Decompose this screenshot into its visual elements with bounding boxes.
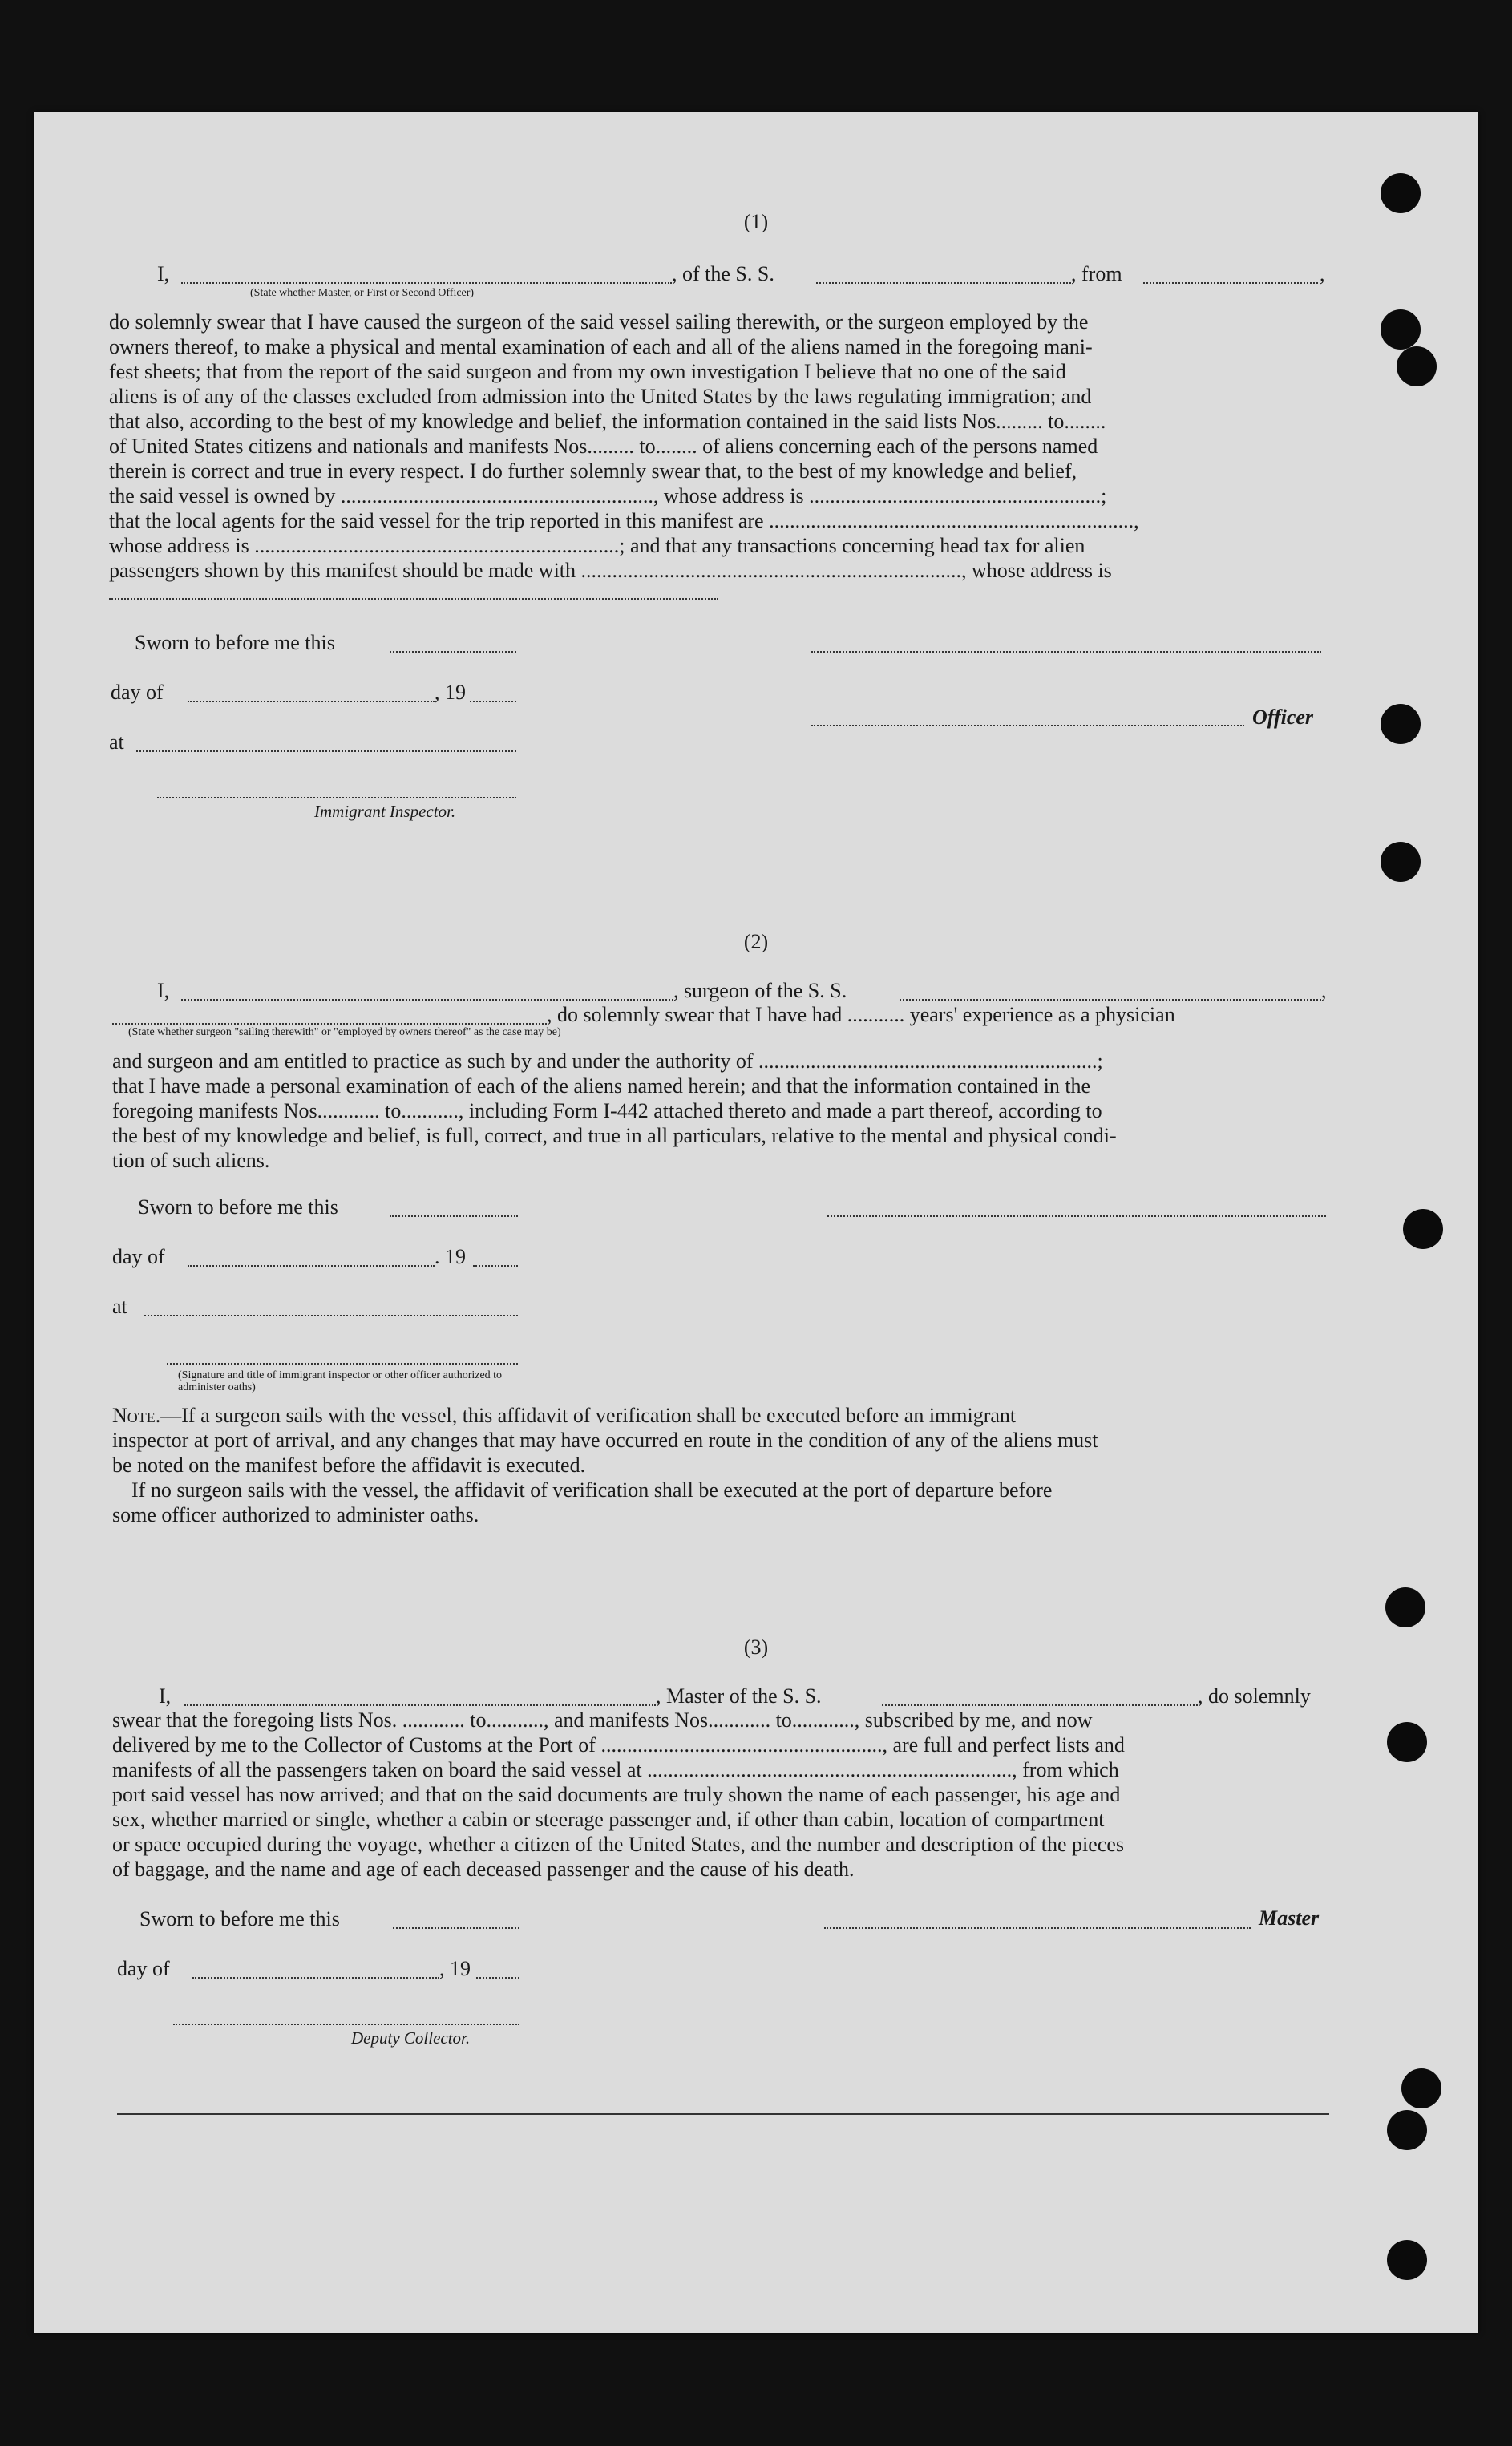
binder-hole — [1401, 2068, 1441, 2108]
pronoun: I, — [157, 979, 170, 1002]
inspector-signature-blank[interactable] — [157, 797, 516, 798]
binder-hole — [1397, 346, 1437, 386]
paragraph-line: that I have made a personal examination of each of the aliens named herein; and that the information contained in the — [112, 1074, 1091, 1098]
paragraph-line: tion of such aliens. — [112, 1149, 270, 1172]
paragraph-line: therein is correct and true in every respect. I do further solemnly swear that, to the best of my knowledge and belief, — [109, 459, 1077, 483]
ship-name-blank[interactable] — [900, 999, 1321, 1001]
name-blank-2[interactable] — [112, 1023, 547, 1025]
comma: , — [1320, 262, 1325, 285]
binder-hole — [1381, 173, 1421, 213]
note-line: be noted on the manifest before the affidavit is executed. — [112, 1453, 586, 1477]
note-line — [112, 1403, 1328, 1428]
address-blank[interactable] — [109, 598, 718, 600]
officer-title: Officer — [1252, 705, 1314, 729]
signature-hint: (Signature and title of immigrant inspector or other officer authorized to administer oaths) — [178, 1369, 503, 1393]
paragraph-line: the best of my knowledge and belief, is full, correct, and true in all particulars, relative to the mental and physical condi- — [112, 1124, 1117, 1147]
year-blank[interactable] — [476, 1977, 519, 1979]
note-line: some officer authorized to administer oaths. — [112, 1503, 479, 1526]
binder-hole — [1381, 704, 1421, 744]
master-ship-label: , Master of the S. S. — [656, 1684, 822, 1708]
sworn-label: Sworn to before me this — [135, 631, 335, 654]
ship-name-blank[interactable] — [816, 282, 1071, 284]
ship-label: , of the S. S. — [672, 262, 774, 285]
note-label: Note. — [112, 1404, 161, 1427]
paragraph-line: that also, according to the best of my knowledge and belief, the information contained in the said lists Nos......... to........ — [109, 410, 1106, 433]
master-title: Master — [1259, 1906, 1320, 1930]
experience-line: , do solemnly swear that I have had ........... years' experience as a physician — [547, 1003, 1175, 1026]
inspector-signature-blank[interactable] — [167, 1363, 518, 1365]
collector-title: Deputy Collector. — [351, 2028, 471, 2048]
binder-hole — [1385, 1587, 1425, 1627]
binder-hole — [1387, 2110, 1427, 2150]
paragraph-line: of United States citizens and nationals and manifests Nos......... to........ of aliens concerning each of the persons named — [109, 435, 1098, 458]
binder-hole — [1381, 309, 1421, 350]
name-blank[interactable] — [184, 1704, 656, 1706]
oath-paragraph — [112, 1708, 1328, 1882]
at-label: at — [112, 1295, 127, 1318]
bottom-rule — [117, 2113, 1329, 2115]
paragraph-line: manifests of all the passengers taken on board the said vessel at ......................................................................, from which — [112, 1758, 1119, 1781]
binder-hole — [1381, 842, 1421, 882]
paragraph-line: the said vessel is owned by ............................................................, whose address is ........................................................; — [109, 484, 1107, 507]
master-signature-blank[interactable] — [824, 1927, 1251, 1929]
pronoun: I, — [159, 1684, 172, 1708]
sworn-date-blank[interactable] — [390, 651, 516, 653]
day-of-label: day of — [117, 1957, 170, 1980]
inspector-title: Immigrant Inspector. — [314, 802, 456, 821]
binder-hole — [1387, 1722, 1427, 1762]
paragraph-line: port said vessel has now arrived; and that on the said documents are truly shown the name of each passenger, his age and — [112, 1783, 1121, 1806]
sworn-date-blank[interactable] — [393, 1927, 519, 1929]
day-of-label: day of — [111, 681, 164, 704]
paragraph-line: of baggage, and the name and age of each deceased passenger and the cause of his death. — [112, 1858, 855, 1881]
oath-paragraph — [109, 309, 1324, 583]
sworn-label: Sworn to before me this — [138, 1195, 338, 1219]
at-blank[interactable] — [136, 750, 516, 752]
day-blank[interactable] — [188, 701, 435, 702]
from-blank[interactable] — [1143, 282, 1318, 284]
name-blank[interactable] — [181, 999, 673, 1001]
paragraph-line: and surgeon and am entitled to practice as such by and under the authority of .................................................................; — [112, 1049, 1103, 1073]
officer-hint: (State whether Master, or First or Second Officer) — [250, 287, 475, 299]
at-blank[interactable] — [144, 1315, 518, 1316]
year-label: , 19 — [439, 1957, 471, 1980]
year-label: , 19 — [435, 681, 466, 704]
note-line: inspector at port of arrival, and any changes that may have occurred en route in the condition of any of the aliens must — [112, 1429, 1098, 1452]
year-blank[interactable] — [470, 701, 516, 702]
note-paragraph — [112, 1403, 1328, 1527]
binder-hole — [1387, 2240, 1427, 2280]
paragraph-line: aliens is of any of the classes excluded from admission into the United States by the laws regulating immigration; and — [109, 385, 1092, 408]
note-text: —If a surgeon sails with the vessel, this affidavit of verification shall be executed before an immigrant — [160, 1404, 1017, 1427]
oath-paragraph — [112, 1049, 1328, 1173]
day-of-label: day of — [112, 1245, 165, 1268]
collector-signature-blank[interactable] — [173, 2024, 519, 2025]
paragraph-line: owners thereof, to make a physical and mental examination of each and all of the aliens named in the foregoing mani- — [109, 335, 1093, 358]
name-blank[interactable] — [181, 282, 672, 284]
paragraph-line: foregoing manifests Nos............ to..........., including Form I-442 attached thereto and made a part thereof, according to — [112, 1099, 1102, 1122]
surgeon-hint: (State whether surgeon "sailing therewith" or "employed by owners thereof" as the case may be) — [128, 1026, 561, 1038]
from-label: , from — [1071, 262, 1122, 285]
binder-hole — [1403, 1209, 1443, 1249]
pronoun: I, — [157, 262, 170, 285]
day-blank[interactable] — [192, 1977, 439, 1979]
surgeon-signature-blank[interactable] — [827, 1215, 1326, 1217]
note-line: If no surgeon sails with the vessel, the affidavit of verification shall be executed at the port of departure before — [131, 1478, 1053, 1502]
paragraph-line: passengers shown by this manifest should be made with ........................................................................., whose address is — [109, 559, 1112, 582]
sworn-label: Sworn to before me this — [139, 1907, 340, 1931]
surgeon-ship-label: , surgeon of the S. S. — [673, 979, 847, 1002]
comma: , — [1321, 979, 1327, 1002]
solemnly-label: , do solemnly — [1198, 1684, 1311, 1708]
section-number: (3) — [743, 1635, 769, 1659]
officer-signature-blank[interactable] — [811, 651, 1321, 653]
section-number: (1) — [743, 210, 769, 233]
paragraph-line: or space occupied during the voyage, whether a citizen of the United States, and the number and description of the pieces — [112, 1833, 1125, 1856]
ship-name-blank[interactable] — [882, 1704, 1198, 1706]
at-label: at — [109, 730, 124, 754]
paragraph-line: fest sheets; that from the report of the said surgeon and from my own investigation I believe that no one of the said — [109, 360, 1066, 383]
paragraph-line: do solemnly swear that I have caused the surgeon of the said vessel sailing therewith, or the surgeon employed by the — [109, 310, 1089, 334]
sworn-date-blank[interactable] — [390, 1215, 518, 1217]
paragraph-line: whose address is ......................................................................; and that any transactions concerning head tax for alien — [109, 534, 1085, 557]
year-blank[interactable] — [473, 1265, 518, 1267]
year-label: . 19 — [435, 1245, 466, 1268]
officer-line[interactable] — [811, 725, 1244, 726]
paragraph-line: swear that the foregoing lists Nos. ............ to..........., and manifests Nos............ to............, subscribed by me, and now — [112, 1708, 1093, 1732]
paragraph-line: sex, whether married or single, whether a cabin or steerage passenger and, if other than cabin, location of compartment — [112, 1808, 1105, 1831]
paragraph-line: that the local agents for the said vessel for the trip reported in this manifest are ......................................................................, — [109, 509, 1139, 532]
paragraph-line: delivered by me to the Collector of Customs at the Port of ......................................................, are full and perfect lists and — [112, 1733, 1125, 1757]
section-number: (2) — [743, 930, 769, 953]
day-blank[interactable] — [188, 1265, 435, 1267]
